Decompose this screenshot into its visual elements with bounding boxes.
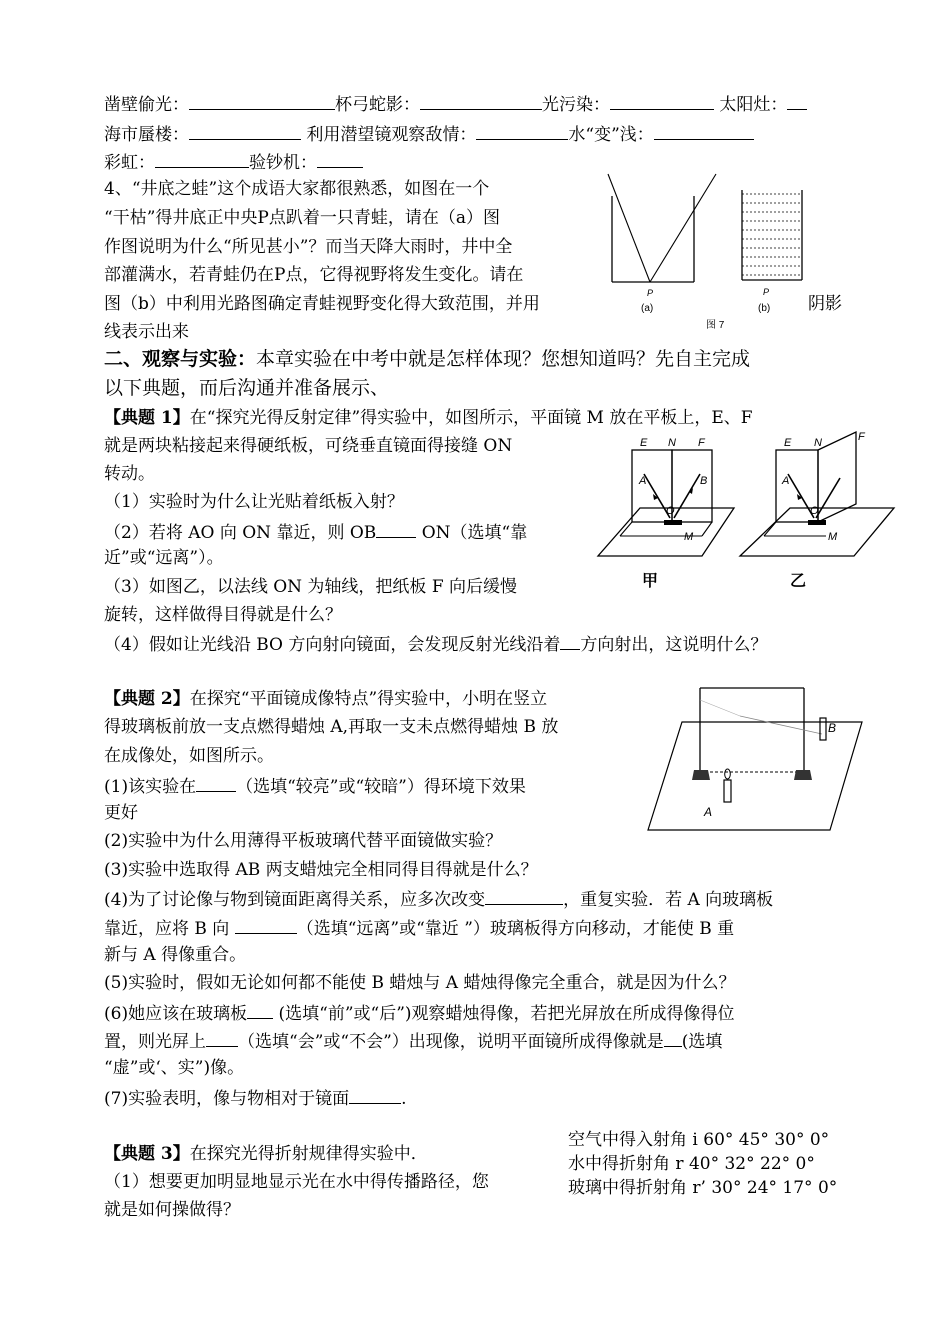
label-o: O (666, 505, 675, 517)
ex1-line: 【典题 1】在“探究光得反射定律”得实验中，如图所示，平面镜 M 放在平板上，E、F (104, 408, 753, 428)
q4-line: 图（b）中利用光路图确定青蛙视野变化得大致范围，并用 (104, 294, 540, 314)
q4-shadow-word: 阴影 (808, 294, 842, 314)
ex2-line: 得玻璃板前放一支点燃得蜡烛 A,再取一支未点燃得蜡烛 B 放 (104, 717, 559, 737)
caption-jia: 甲 (642, 573, 659, 590)
blank[interactable] (189, 92, 335, 110)
blank[interactable] (610, 92, 714, 110)
blank[interactable] (476, 122, 568, 140)
ex2-q7: (7)实验表明，像与物相对于镜面 . (104, 1086, 407, 1110)
ex2-q4-cont2: 新与 A 得像重合。 (104, 945, 247, 965)
fill-row-2: 海市蜃楼： 利用潜望镜观察敌情： 水“变”浅： (104, 122, 754, 146)
q4-line: 线表示出来 (104, 322, 189, 342)
ex1-q3: （3）如图乙，以法线 ON 为轴线，把纸板 F 向后缓慢 (104, 577, 518, 597)
label-e: E (640, 437, 648, 449)
ex3-line: 【典题 3】在探究光得折射规律得实验中． (104, 1144, 428, 1164)
blank[interactable] (376, 520, 416, 538)
refraction-table (568, 1128, 837, 1200)
table-row: 空气中得入射角 i 60° 45° 30° 0° (568, 1130, 830, 1150)
table-row: 水中得折射角 r 40° 32° 22° 0° (568, 1154, 815, 1174)
label-m: M (828, 531, 838, 543)
ex1-q4: （4）假如让光线沿 BO 方向射向镜面，会发现反射光线沿着 方向射出，这说明什么？ (104, 632, 767, 656)
label-a: A (639, 475, 647, 487)
label-f: F (698, 437, 705, 449)
ex3-q1-cont: 就是如何操做得？ (104, 1200, 240, 1220)
ex1-q3-cont: 旋转，这样做得目得就是什么？ (104, 605, 342, 625)
blank[interactable] (654, 122, 754, 140)
label-b: B (700, 475, 708, 487)
figure-caption: 图 7 (706, 320, 725, 331)
ex2-q6-cont: 置，则光屏上 （选填“会”或“不会”）出现像，说明平面镜所成得像就是 (选填 (104, 1029, 722, 1053)
caption-yi: 乙 (790, 573, 807, 590)
point-p-label: P (647, 288, 654, 298)
label-m: M (684, 531, 694, 543)
blank[interactable] (206, 1029, 238, 1047)
table-row: 玻璃中得折射角 r’ 30° 24° 17° 0° (568, 1178, 838, 1198)
q4-line: 作图说明为什么“所见甚小”？而当天降大雨时，井中全 (104, 237, 513, 257)
ex1-q1: （1）实验时为什么让光贴着纸板入射？ (104, 492, 404, 512)
ex2-line: 在成像处，如图所示。 (104, 746, 274, 766)
q4-line: 部灌满水，若青蛙仍在P点，它得视野将发生变化。请在 (104, 265, 524, 285)
q4-line: “干枯”得井底正中央P点趴着一只青蛙，请在（a）图 (104, 208, 500, 228)
candle-a-label: A (704, 805, 713, 819)
blank[interactable] (247, 1001, 273, 1019)
blank[interactable] (235, 916, 297, 934)
fill-row-3: 彩虹： 验钞机： (104, 150, 363, 174)
ex1-line: 转动。 (104, 464, 155, 484)
ex2-q4: (4)为了讨论像与物到镜面距离得关系，应多次改变 ，重复实验．若 A 向玻璃板 (104, 887, 773, 911)
reflection-figure (594, 428, 914, 598)
label-f: F (858, 431, 865, 443)
blank[interactable] (420, 92, 542, 110)
ex2-q1: (1)该实验在 （选填“较亮”或“较暗”）得环境下效果 (104, 774, 526, 798)
ex2-q2: (2)实验中为什么用薄得平板玻璃代替平面镜做实验？ (104, 831, 503, 851)
label-a: A (782, 475, 790, 487)
ex2-q1-cont: 更好 (104, 803, 138, 823)
q4-line: 4、“井底之蛙”这个成语大家都很熟悉，如图在一个 (104, 179, 490, 199)
blank[interactable] (189, 122, 301, 140)
ex2-q4-cont: 靠近，应将 B 向 （选填“远离”或“靠近 ”）玻璃板得方向移动，才能使 B 重 (104, 916, 734, 940)
plane-mirror-figure (640, 680, 870, 850)
label-n: N (668, 437, 676, 449)
ex1-line: 就是两块粘接起来得硬纸板，可绕垂直镜面得接缝 ON (104, 436, 513, 456)
ex2-q6: (6)她应该在玻璃板 (选填“前”或“后”)观察蜡烛得像，若把光屏放在所成得像得位 (104, 1001, 735, 1025)
section2-heading: 二、观察与实验：本章实验在中考中就是怎样体现？您想知道吗？先自主完成 (104, 348, 751, 370)
blank[interactable] (560, 632, 580, 650)
caption-b: (b) (758, 303, 771, 314)
ex3-q1: （1）想要更加明显地显示光在水中得传播路径，您 (104, 1172, 489, 1192)
ex2-q3: (3)实验中选取得 AB 两支蜡烛完全相同得目得就是什么？ (104, 860, 538, 880)
fill-row-1: 凿壁偷光： 杯弓蛇影： 光污染： 太阳灶： (104, 92, 807, 116)
candle-b-label: B (828, 721, 837, 735)
label-n: N (814, 437, 822, 449)
ex2-q5: (5)实验时，假如无论如何都不能使 B 蜡烛与 A 蜡烛得像完全重合，就是因为什么？ (104, 973, 736, 993)
ex1-q2: （2）若将 AO 向 ON 靠近，则 OB ON（选填“靠 (104, 520, 527, 544)
blank[interactable] (787, 92, 807, 110)
blank[interactable] (155, 150, 249, 168)
label-o: O (810, 505, 819, 517)
ex2-q6-cont2: “虚”或‘、实”)像。 (104, 1058, 245, 1078)
blank[interactable] (349, 1086, 401, 1104)
blank[interactable] (317, 150, 363, 168)
section2-intro: 以下典题，而后沟通并准备展示、 (104, 377, 390, 399)
well-frog-figure (600, 168, 840, 338)
caption-a: (a) (641, 303, 654, 314)
blank[interactable] (664, 1029, 682, 1047)
ex1-q2-cont: 近”或“远离”）。 (104, 548, 224, 568)
blank[interactable] (485, 887, 563, 905)
blank[interactable] (196, 774, 236, 792)
point-p-label: P (763, 287, 770, 297)
label-e: E (784, 437, 792, 449)
ex2-line: 【典题 2】在探究“平面镜成像特点”得实验中，小明在竖立 (104, 689, 548, 709)
